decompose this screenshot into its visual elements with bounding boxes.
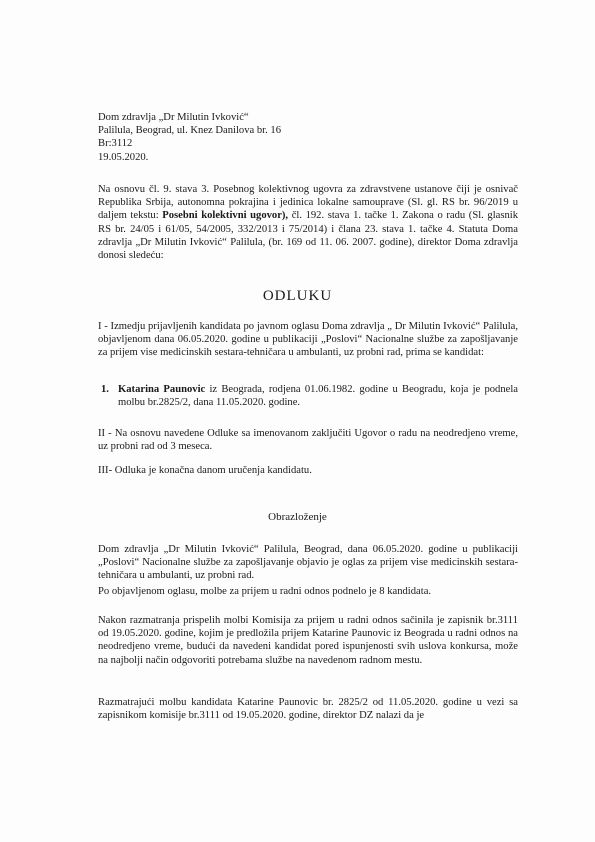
reasoning-p2-text: Po objavljenom oglasu, molbe za prijem u radni odnos podnelo je 8 kandidata.: [98, 586, 432, 597]
section-two: [98, 427, 518, 453]
preamble-text-2: čl. 192. stava 1. tačke 1. Zakona o radu (Sl. glasnik RS br. 24/05 i 61/05, 54/2005, 332/2013 i 75/2014) i člana 23. stava 1. tačke 4. Statuta Doma zdravlja „Dr Milutin Ivković“ Palilula, (br. 169 od 11. 06. 2007. godine), direktor Doma zdravlja donosi sledeću:: [98, 210, 519, 262]
section-two-text: II - Na osnovu navedene Odluke sa imenovanom zaključiti Ugovor o radu na neodredjeno vreme, uz probni rad od 3 meseca.: [98, 428, 518, 453]
document-number: Br:3112: [98, 138, 133, 150]
section-one-text: I - Izmedju prijavljenih kandidata po javnom oglasu Doma zdravlja „ Dr Milutin Ivković“ Palilula, objavljenom dana 06.05.2020. godine u publikaciji „Poslovi“ Nacionalne službe za zapošljavanje za prijem vise medicinskih sestara-tehničara u ambulanti, uz probni rad, prima se kandidat:: [98, 321, 518, 359]
reasoning-paragraph-2: [98, 585, 518, 598]
document-date: 19.05.2020.: [98, 151, 149, 163]
candidate-details: iz Beograda, rodjena 01.06.1982. godine u Beogradu, koja je podnela molbu br.2825/2, dana 11.05.2020. godine.: [118, 384, 518, 409]
section-three: [98, 464, 518, 477]
section-one: [98, 320, 518, 360]
reasoning-paragraph-4: [98, 696, 518, 722]
candidate-item: [101, 383, 518, 409]
letterhead: [98, 111, 518, 164]
institution-name: Dom zdravlja „Dr Milutin Ivković“: [98, 112, 249, 123]
section-three-text: III- Odluka je konačna danom uručenja kandidatu.: [98, 465, 312, 476]
reasoning-p3-text: Nakon razmatranja prispelih molbi Komisija za prijem u radni odnos sačinila je zapisnik br.3111 od 19.05.2020. godine, kojim je predložila prijem Katarine Paunovic iz Beograda u radni odnos na neodredjeno vreme, budući da navedeni kandidat pored ispunjenosti svih uslova konkursa, može na najbolji način odgovoriti potrebama službe na navedenom radnom mestu.: [98, 615, 518, 666]
decision-title: ODLUKU: [262, 288, 333, 304]
candidate-item-number: 1.: [101, 384, 109, 395]
reasoning-paragraph-1: [98, 543, 518, 583]
reasoning-paragraph-3: [98, 614, 518, 667]
preamble-text-1: Na osnovu čl. 9. stava 3. Posebnog kolektivnog ugovra za zdravstvene ustanove čiji je osnivač Republika Srbija, autonomna pokrajina i jedinica lokalne samouprave (Sl. gl. RS br. 96/2019 u daljem tekstu:: [98, 184, 518, 222]
reasoning-p4-text: Razmatrajući molbu kandidata Katarine Paunovic br. 2825/2 od 11.05.2020. godine u vezi sa zapisnikom komisije br.3111 od 19.05.2020. godine, direktor DZ nalazi da je: [98, 697, 518, 722]
reasoning-p1-text: Dom zdravlja „Dr Milutin Ivković“ Palilula, Beograd, dana 06.05.2020. godine u publikaciji „Poslovi“ Nacionalne službe za zapošljavanje objavio je oglas za prijem vise medicinskih sestara-tehničara u ambulanti, uz probni rad.: [98, 544, 518, 582]
preamble-bold-text: Posebni kolektivni ugovor),: [162, 210, 289, 222]
candidate-name: Katarina Paunovic: [118, 384, 206, 395]
reasoning-title: Obrazloženje: [268, 511, 327, 523]
preamble-paragraph: [98, 183, 518, 262]
institution-address: Palilula, Beograd, ul. Knez Danilova br. 16: [98, 125, 281, 137]
